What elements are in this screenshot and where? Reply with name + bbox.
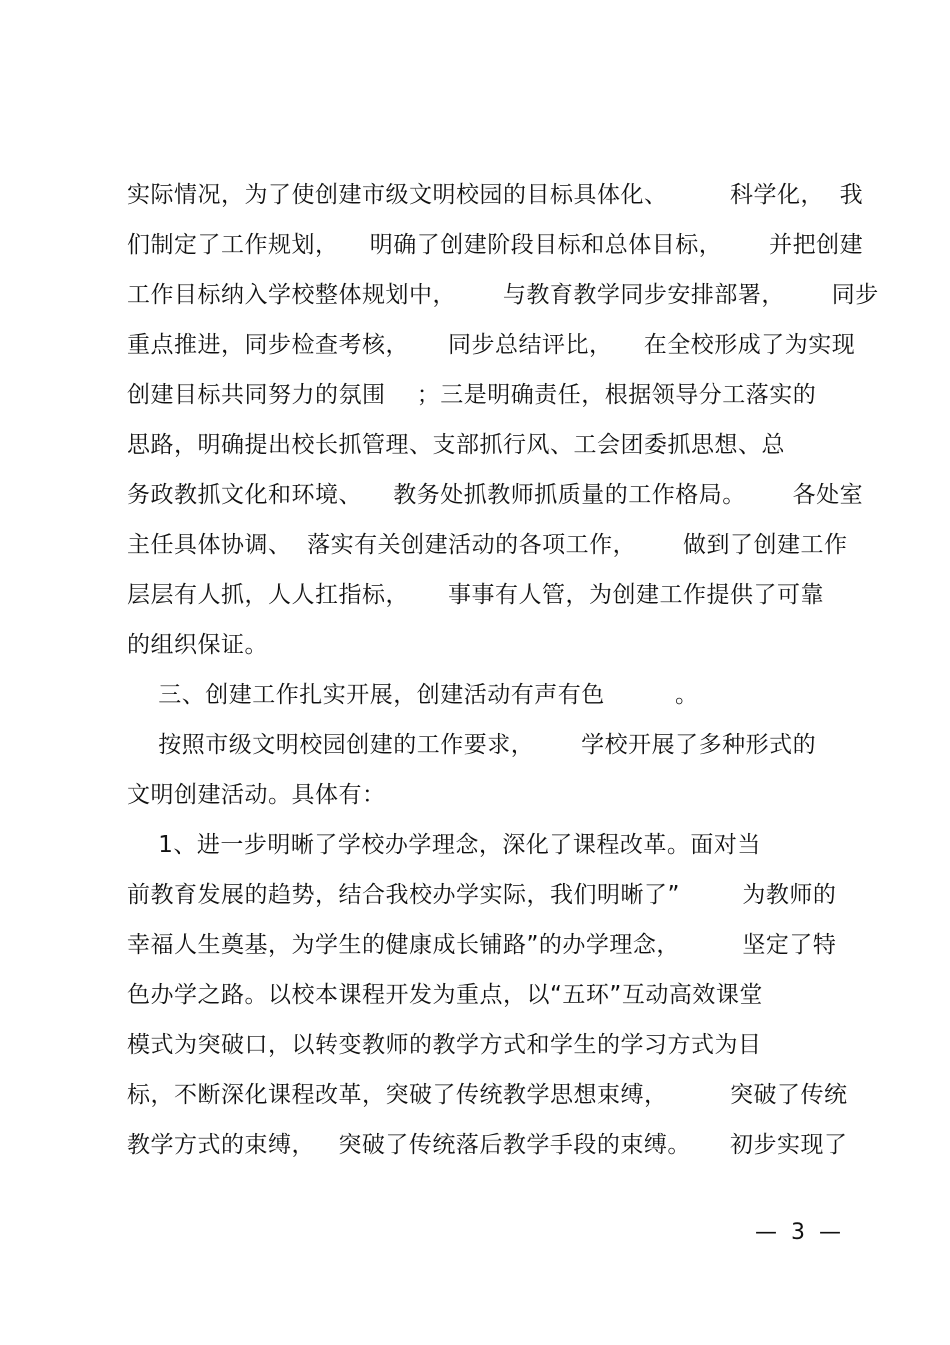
page-number: — 3 — — [755, 1220, 841, 1245]
text-line: 思路，明确提出校长抓管理、支部抓行风、工会团委抓思想、总 — [127, 432, 785, 458]
text-line: 标，不断深化课程改革，突破了传统教学思想束缚， 突破了传统 — [127, 1082, 848, 1108]
text-line: 主任具体协调、 落实有关创建活动的各项工作， 做到了创建工作 — [127, 532, 848, 558]
text-line: 务政教抓文化和环境、 教务处抓教师抓质量的工作格局。 各处室 — [127, 482, 864, 508]
text-line: 文明创建活动。具体有： — [127, 782, 386, 808]
text-line: 重点推进，同步检查考核， 同步总结评比， 在全校形成了为实现 — [127, 332, 856, 358]
text-line: 按照市级文明校园创建的工作要求， 学校开展了多种形式的 — [127, 732, 817, 758]
text-line: 1、进一步明晰了学校办学理念，深化了课程改革。面对当 — [127, 832, 761, 858]
text-line: 前教育发展的趋势，结合我校办学实际，我们明晰了” 为教师的 — [127, 882, 837, 908]
text-line: 实际情况，为了使创建市级文明校园的目标具体化、 科学化， 我 — [127, 182, 864, 208]
section-heading: 三、创建工作扎实开展，创建活动有声有色 。 — [127, 682, 699, 708]
text-line: 层层有人抓，人人扛指标， 事事有人管，为创建工作提供了可靠 — [127, 582, 825, 608]
text-line: 创建目标共同努力的氛围 ；三是明确责任，根据领导分工落实的 — [127, 382, 817, 408]
text-line: 们制定了工作规划， 明确了创建阶段目标和总体目标， 并把创建 — [127, 232, 864, 258]
text-line: 的组织保证。 — [127, 632, 268, 658]
text-line: 工作目标纳入学校整体规划中， 与教育教学同步安排部署， 同步 — [127, 282, 879, 308]
text-line: 色办学之路。以校本课程开发为重点，以“五环”互动高效课堂 — [127, 982, 763, 1008]
text-line: 教学方式的束缚， 突破了传统落后教学手段的束缚。 初步实现了 — [127, 1132, 848, 1158]
text-line: 模式为突破口，以转变教师的教学方式和学生的学习方式为目 — [127, 1032, 762, 1058]
text-line: 幸福人生奠基，为学生的健康成长铺路”的办学理念， 坚定了特 — [127, 932, 837, 958]
